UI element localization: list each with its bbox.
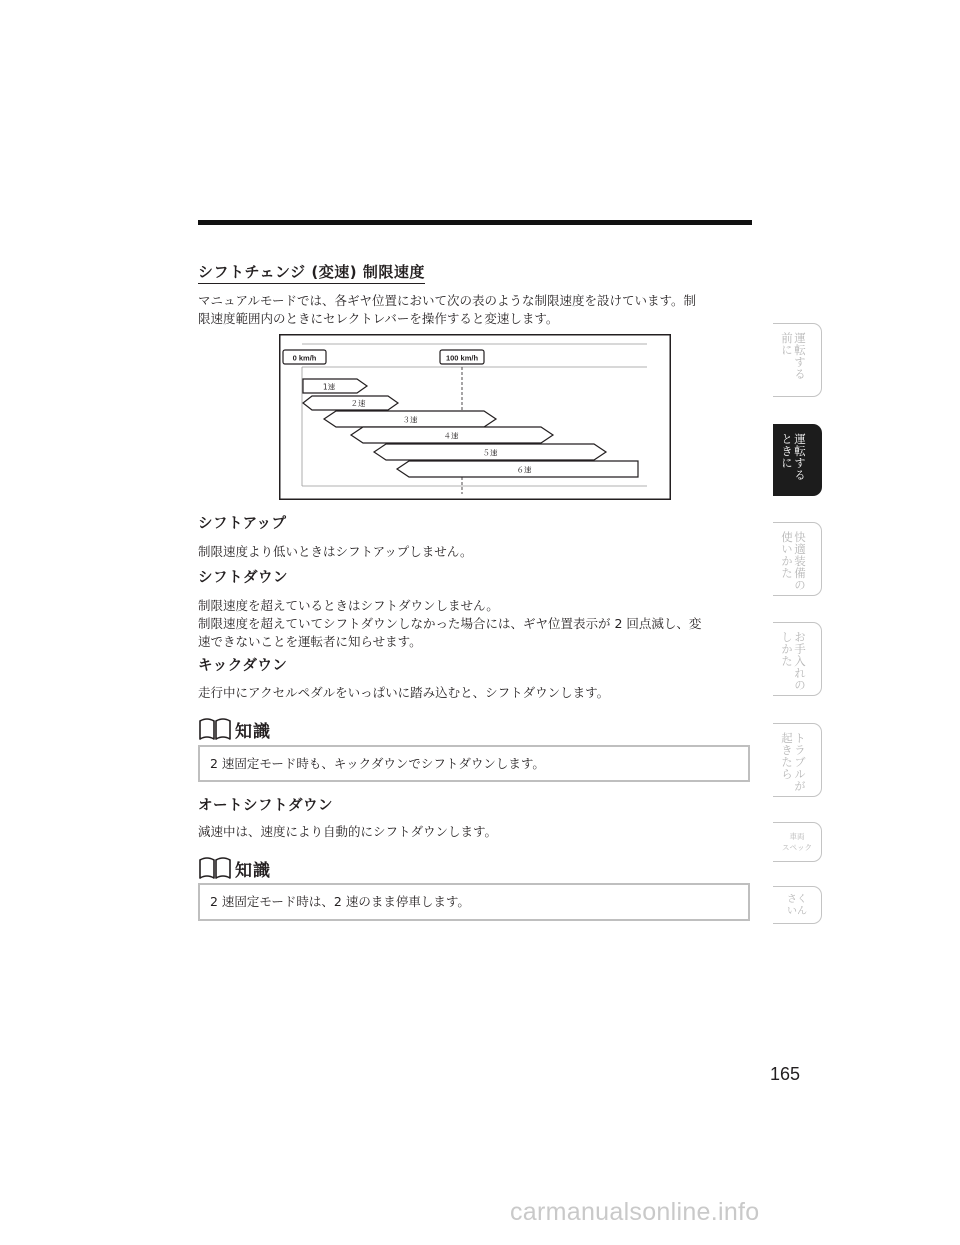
shift-down-heading: シフトダウン xyxy=(198,570,288,586)
shift-down-line-2: 制限速度を超えていてシフトダウンしなかった場合には、ギヤ位置表示が 2 回点滅し、変 xyxy=(198,616,702,631)
knowledge-text-2: 2 速固定モード時は、2 速のまま停車します。 xyxy=(210,894,470,909)
tab-comfort-features-col2: 快適装備の xyxy=(793,531,807,591)
gear-6-label: ６速 xyxy=(516,465,532,475)
intro-line-1: マニュアルモードでは、各ギヤ位置において次の表のような制限速度を設けています。制 xyxy=(198,293,697,308)
page-number: 165 xyxy=(770,1064,801,1084)
knowledge-heading-1 xyxy=(198,716,271,742)
gear-1-label: 1速 xyxy=(322,382,336,392)
shift-up-heading: シフトアップ xyxy=(198,516,287,532)
100kmh-marker-label: 100 km/h xyxy=(445,353,479,363)
tab-troubleshooting[interactable] xyxy=(773,723,822,797)
knowledge-text-1: 2 速固定モード時も、キックダウンでシフトダウンします。 xyxy=(210,755,545,771)
gear-2-label: ２速 xyxy=(350,399,366,408)
knowledge-title-2: 知識 xyxy=(235,860,271,881)
tab-index[interactable] xyxy=(773,886,822,924)
book-icon xyxy=(198,856,232,880)
gear-4-label: ４速 xyxy=(443,431,459,441)
tab-specifications-line2: スペック xyxy=(782,843,812,852)
tab-troubleshooting-col2: トラブルが xyxy=(793,732,807,792)
kickdown-heading: キックダウン xyxy=(198,658,288,674)
kickdown-text: 走行中にアクセルペダルをいっぱいに踏み込むと、シフトダウンします。 xyxy=(198,685,610,700)
intro-line-2: 限速度範囲内のときにセレクトレバーを操作すると変速します。 xyxy=(198,311,559,326)
section-title: シフトチェンジ (変速) 制限速度 xyxy=(198,263,425,284)
tab-troubleshooting-col1: 起きたら xyxy=(780,732,794,780)
tab-maintenance[interactable] xyxy=(773,622,822,696)
0kmh-marker-label: 0 km/h xyxy=(292,353,317,363)
knowledge-box-2 xyxy=(198,883,750,921)
header-rule xyxy=(198,220,752,225)
intro-paragraph xyxy=(198,292,754,328)
knowledge-heading-2 xyxy=(198,855,271,881)
tab-when-driving-col1: ときに xyxy=(780,433,794,469)
gear-3-label: ３速 xyxy=(402,415,418,425)
tab-comfort-features-col1: 使いかた xyxy=(780,531,794,579)
tab-before-driving-col2: 運転する xyxy=(793,332,807,380)
shift-up-text: 制限速度より低いときはシフトアップしません。 xyxy=(198,544,473,559)
tab-comfort-features[interactable] xyxy=(773,522,822,596)
auto-shift-down-heading: オートシフトダウン xyxy=(198,798,333,814)
shift-down-line-1: 制限速度を超えているときはシフトダウンしません。 xyxy=(198,598,499,613)
shift-down-text xyxy=(198,597,754,651)
tab-specifications-line1: 車両 xyxy=(789,832,805,841)
tab-before-driving-col1: 前に xyxy=(780,332,794,356)
gear-speed-limit-diagram xyxy=(279,334,671,500)
auto-shift-down-text: 減速中は、速度により自動的にシフトダウンします。 xyxy=(198,824,498,839)
knowledge-title-1: 知識 xyxy=(235,721,271,742)
tab-index-line2: いん xyxy=(787,906,807,917)
tab-before-driving[interactable] xyxy=(773,323,822,397)
tab-when-driving-col2: 運転する xyxy=(793,433,807,481)
tab-specifications[interactable] xyxy=(773,822,822,862)
knowledge-box-1 xyxy=(198,745,750,782)
shift-down-line-3: 速できないことを運転者に知らせます。 xyxy=(198,634,422,649)
tab-maintenance-col2: お手入れの xyxy=(793,631,807,691)
tab-when-driving[interactable] xyxy=(773,424,822,496)
gear-5-label: ５速 xyxy=(482,448,498,458)
tab-maintenance-col1: しかた xyxy=(780,631,794,667)
book-icon xyxy=(198,717,232,741)
watermark: carmanualsonline.info xyxy=(510,1198,760,1226)
tab-index-line1: さく xyxy=(787,894,807,905)
